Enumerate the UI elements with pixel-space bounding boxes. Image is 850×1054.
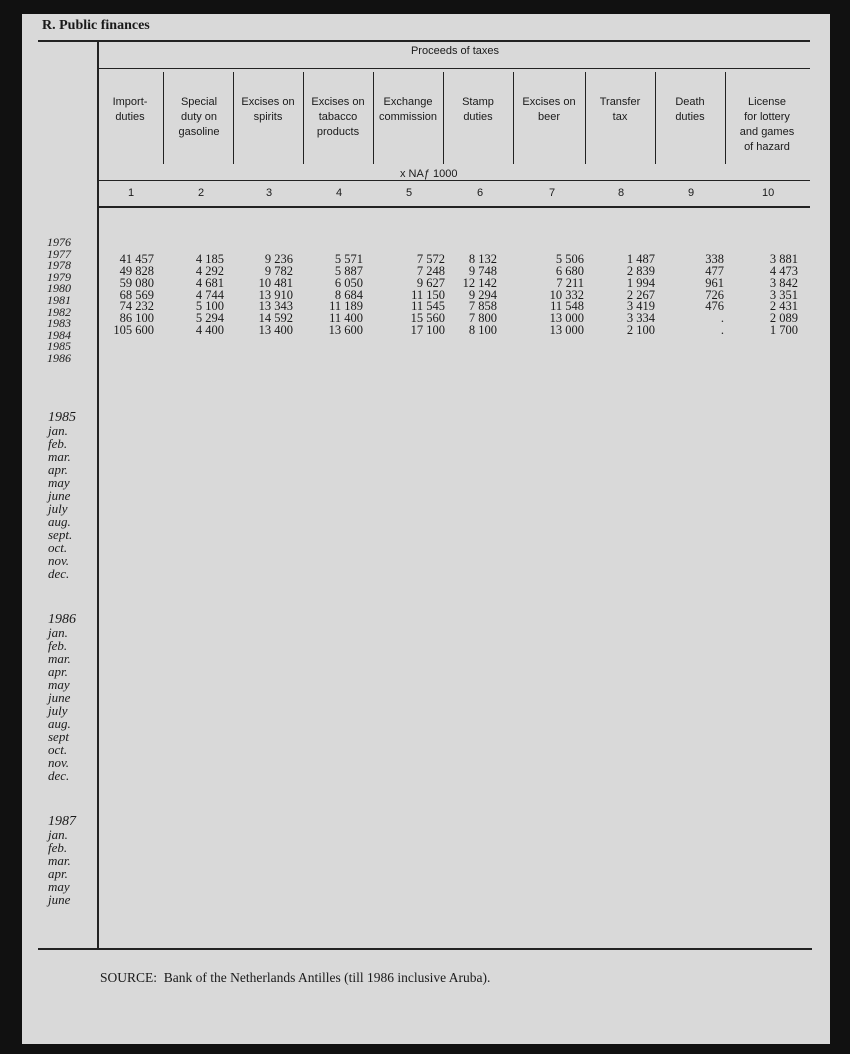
source-text: Bank of the Netherlands Antilles (till 1986 inclusive Aruba). xyxy=(163,970,491,985)
table-title: Proceeds of taxes xyxy=(410,45,500,57)
stub-rule xyxy=(97,40,99,950)
col-header: Excises on spirits xyxy=(241,96,295,123)
source-label: SOURCE: xyxy=(100,970,158,985)
month-label: feb. xyxy=(48,638,68,653)
col-header: License for lottery and games of hazard xyxy=(739,96,795,153)
month-label: nov. xyxy=(48,553,70,568)
header-subrule xyxy=(99,68,810,69)
top-rule xyxy=(38,40,810,42)
col-number: 5 xyxy=(406,187,413,199)
month-label: dec. xyxy=(48,768,70,783)
col-sep xyxy=(443,72,444,164)
col-sep xyxy=(233,72,234,164)
block-year: 1986 xyxy=(48,612,76,627)
month-label: may xyxy=(48,879,70,894)
data-col-death: 338 477 961 726 476 . . xyxy=(705,252,724,337)
source-note xyxy=(100,970,490,986)
col-header: Transfer tax xyxy=(599,96,641,123)
data-col-stamp: 8 132 9 748 12 142 9 294 7 858 7 800 8 100 xyxy=(462,252,497,337)
month-label: sept. xyxy=(48,527,73,542)
col-header: Import- duties xyxy=(112,96,148,123)
col-number: 2 xyxy=(198,187,205,199)
section-title: R. Public finances xyxy=(42,18,150,33)
month-label: apr. xyxy=(48,664,68,679)
month-label: aug. xyxy=(48,514,71,529)
year-label: 1985 xyxy=(47,339,71,354)
month-label: feb. xyxy=(48,840,68,855)
month-label: sept xyxy=(48,729,69,744)
col-sep xyxy=(585,72,586,164)
month-label: dec. xyxy=(48,566,70,581)
data-col-spirits: 9 236 9 782 10 481 13 910 13 343 14 592 13 400 xyxy=(258,252,293,337)
col-header: Stamp duties xyxy=(462,96,494,123)
year-label: 1982 xyxy=(47,304,71,319)
col-number: 7 xyxy=(549,187,556,199)
month-label: mar. xyxy=(48,651,71,666)
month-label: june xyxy=(48,892,71,907)
month-label: may xyxy=(48,475,70,490)
col-number: 3 xyxy=(266,187,273,199)
month-label: feb. xyxy=(48,436,68,451)
month-label: june xyxy=(48,690,71,705)
data-col-transfer: 1 487 2 839 1 994 2 267 3 419 3 334 2 100 xyxy=(626,252,655,337)
block-1987 xyxy=(48,815,76,906)
month-label: mar. xyxy=(48,449,71,464)
month-label: july xyxy=(48,501,68,516)
data-col-tabacco: 5 571 5 887 6 050 8 684 11 189 11 400 13 600 xyxy=(328,252,363,337)
month-label: may xyxy=(48,677,70,692)
bottom-rule xyxy=(38,948,812,950)
col-number: 1 xyxy=(128,187,135,199)
data-col-exchange: 7 572 7 248 9 627 11 150 11 545 15 560 17 100 xyxy=(410,252,445,337)
month-label: oct. xyxy=(48,540,68,555)
month-label: oct. xyxy=(48,742,68,757)
month-label: jan. xyxy=(48,625,68,640)
year-label: 1983 xyxy=(47,316,71,331)
month-label: july xyxy=(48,703,68,718)
year-label: 1981 xyxy=(47,292,71,307)
month-label: june xyxy=(48,488,71,503)
col-header: Death duties xyxy=(675,96,705,123)
data-col-license: 3 881 4 473 3 842 3 351 2 431 2 089 1 700 xyxy=(769,252,798,337)
block-year: 1987 xyxy=(48,814,76,829)
year-label: 1976 xyxy=(47,235,71,249)
month-label: jan. xyxy=(48,827,68,842)
month-label: apr. xyxy=(48,866,68,881)
year-label: 1984 xyxy=(47,327,71,342)
month-label: jan. xyxy=(48,423,68,438)
year-stub xyxy=(47,237,71,365)
col-sep xyxy=(655,72,656,164)
data-col-gasoline: 4 185 4 292 4 681 4 744 5 100 5 294 4 400 xyxy=(195,252,224,337)
col-header: Excises on tabacco products xyxy=(311,96,365,138)
col-header: Excises on beer xyxy=(522,96,576,123)
colnum-rule xyxy=(99,206,810,208)
col-sep xyxy=(725,72,726,164)
col-number: 10 xyxy=(762,187,775,199)
year-label: 1978 xyxy=(47,258,71,273)
block-year: 1985 xyxy=(48,410,76,425)
col-header: Exchange commission xyxy=(378,96,438,123)
col-number: 8 xyxy=(618,187,625,199)
col-number: 9 xyxy=(688,187,695,199)
month-label: aug. xyxy=(48,716,71,731)
year-label: 1977 xyxy=(47,246,71,261)
data-col-import-duties: 41 457 49 828 59 080 68 569 74 232 86 100 105 600 xyxy=(113,252,154,337)
col-sep xyxy=(163,72,164,164)
unit-label: x NAƒ 1000 xyxy=(400,168,458,180)
year-label: 1979 xyxy=(47,269,71,284)
month-label: nov. xyxy=(48,755,70,770)
col-number: 6 xyxy=(477,187,484,199)
col-number: 4 xyxy=(336,187,343,199)
block-1985 xyxy=(48,411,76,580)
block-1986 xyxy=(48,613,76,782)
month-label: apr. xyxy=(48,462,68,477)
year-label: 1980 xyxy=(47,281,71,296)
year-label: 1986 xyxy=(47,350,71,365)
unit-rule xyxy=(99,180,810,181)
data-col-beer: 5 506 6 680 7 211 10 332 11 548 13 000 13 000 xyxy=(549,252,584,337)
col-header: Special duty on gasoline xyxy=(178,96,220,138)
month-label: mar. xyxy=(48,853,71,868)
